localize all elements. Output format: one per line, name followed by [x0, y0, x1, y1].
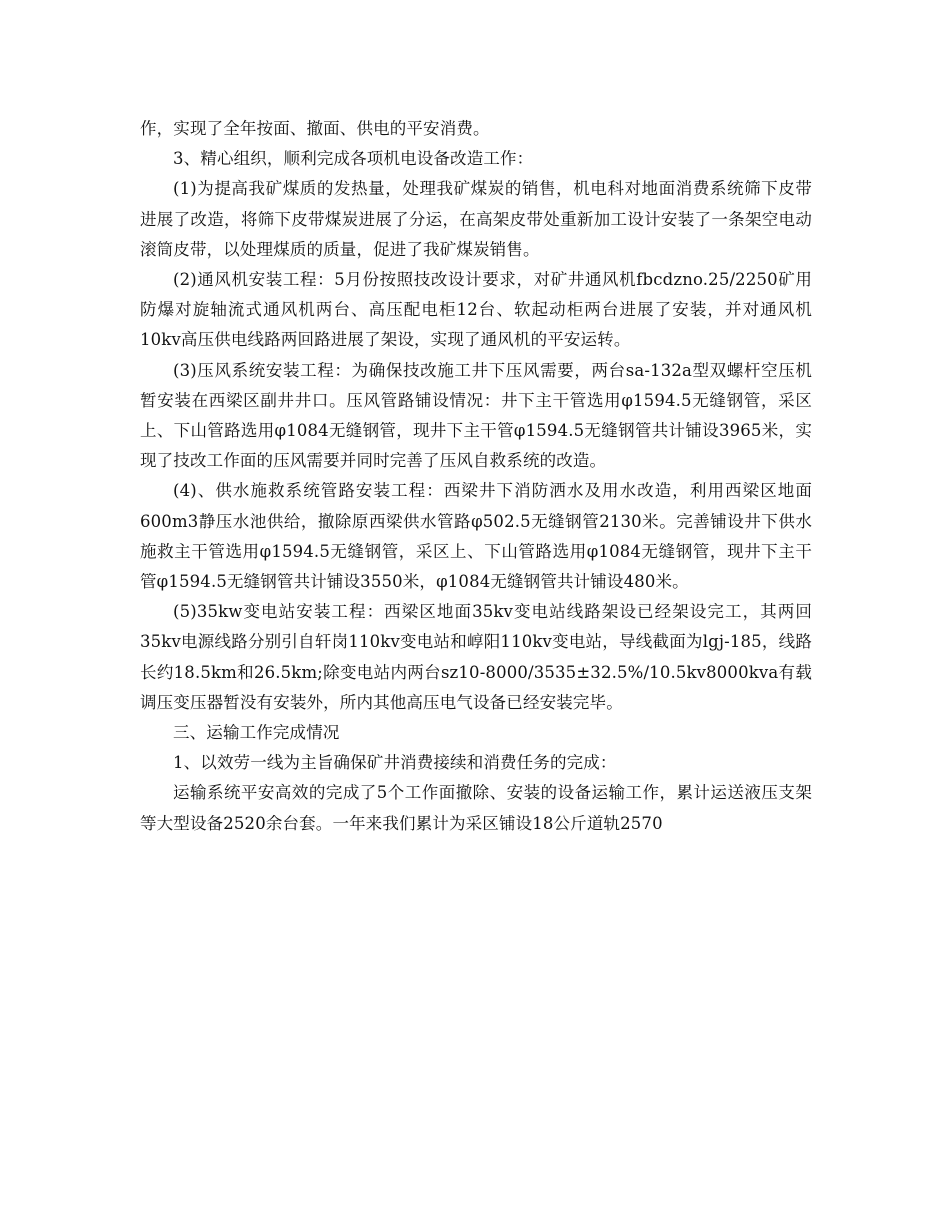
document-body: [140, 114, 812, 839]
paragraph: (1)为提高我矿煤质的发热量，处理我矿煤炭的销售，机电科对地面消费系统筛下皮带进展了改造，将筛下皮带煤炭进展了分运，在高架皮带处重新加工设计安装了一条架空电动滚筒皮带，以处理煤质的质量，促进了我矿煤炭销售。: [140, 179, 812, 259]
paragraph: (2)通风机安装工程：5月份按照技改设计要求，对矿井通风机fbcdzno.25/2250矿用防爆对旋轴流式通风机两台、高压配电柜12台、软起动柜两台进展了安装，并对通风机10kv高压供电线路两回路进展了架设，实现了通风机的平安运转。: [140, 270, 812, 350]
subsection-heading: 1、以效劳一线为主旨确保矿井消费接续和消费任务的完成：: [173, 753, 617, 773]
section-heading: 三、运输工作完成情况: [173, 723, 340, 743]
paragraph: 3、精心组织，顺利完成各项机电设备改造工作：: [173, 149, 534, 169]
paragraph: (3)压风系统安装工程：为确保技改施工井下压风需要，两台sa-132a型双螺杆空压机暂安装在西梁区副井井口。压风管路铺设情况：井下主干管选用φ1594.5无缝钢管，采区上、下山管路选用φ1084无缝钢管，现井下主干管φ1594.5无缝钢管共计铺设3965米，实现了技改工作面的压风需要并同时完善了压风自救系统的改造。: [140, 360, 812, 471]
paragraph: 运输系统平安高效的完成了5个工作面撤除、安装的设备运输工作，累计运送液压支架等大型设备2520余台套。一年来我们累计为采区铺设18公斤道轨2570: [140, 783, 812, 833]
paragraph: 作，实现了全年按面、撤面、供电的平安消费。: [140, 119, 490, 138]
paragraph: (5)35kw变电站安装工程：西梁区地面35kv变电站线路架设已经架设完工，其两回35kv电源线路分别引自轩岗110kv变电站和崞阳110kv变电站，导线截面为lgj-185，线路长约18.5km和26.5km;除变电站内两台sz10-8000/3535±32.5%/10.5kv8000kva有载调压变压器暂没有安装外，所内其他高压电气设备已经安装完毕。: [140, 602, 812, 712]
paragraph: (4)、供水施救系统管路安装工程：西梁井下消防洒水及用水改造，利用西梁区地面600m3静压水池供给，撤除原西梁供水管路φ502.5无缝钢管2130米。完善铺设井下供水施救主干管选用φ1594.5无缝钢管，采区上、下山管路选用φ1084无缝钢管，现井下主干管φ1594.5无缝钢管共计铺设3550米，φ1084无缝钢管共计铺设480米。: [140, 481, 812, 592]
